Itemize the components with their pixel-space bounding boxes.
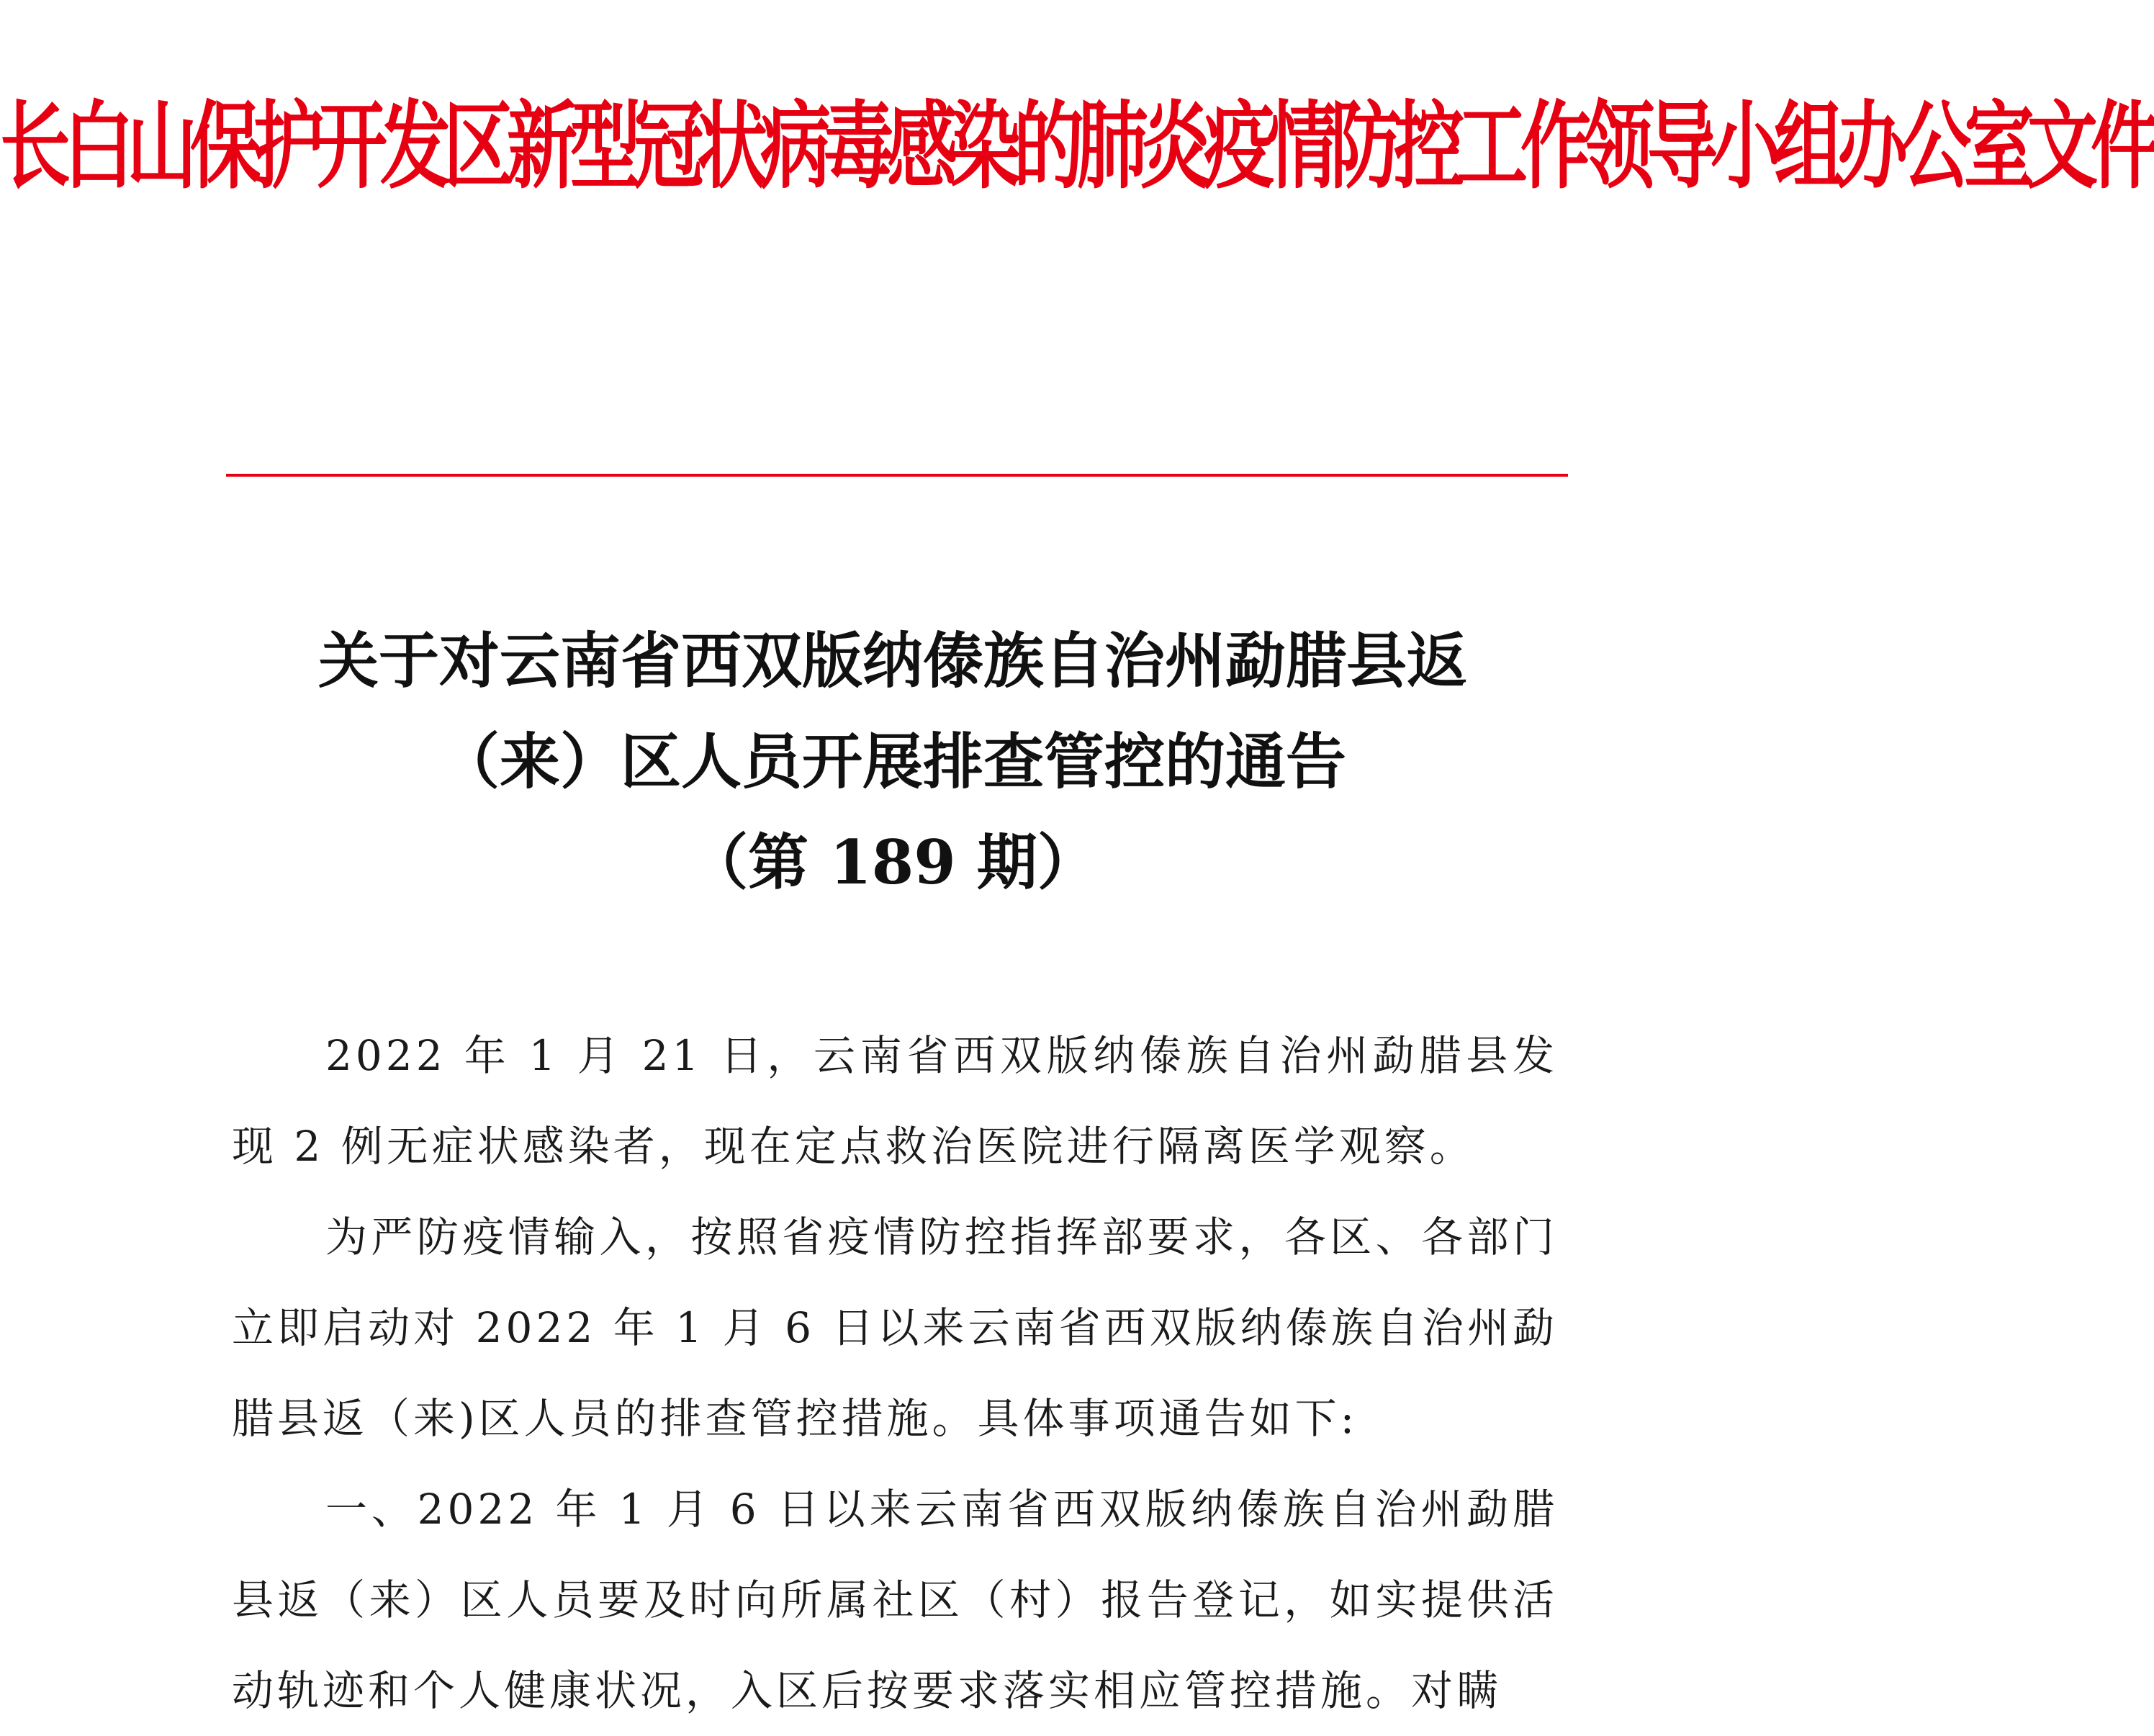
notice-title-line-1: 关于对云南省西双版纳傣族自治州勐腊县返 [317, 625, 1467, 696]
header-red-rule [226, 474, 1568, 477]
body-paragraph-2: 为严防疫情输入，按照省疫情防控指挥部要求，各区、各部门立即启动对 2022 年 1 月 6 日以来云南省西双版纳傣族自治州勐腊县返（来)区人员的排查管控措施。具体事项通告如下: [232, 1213, 1558, 1443]
document-header-title: 长白山保护开发区新型冠状病毒感染的肺炎疫情防控工作领导小组办公室文件 [0, 91, 2154, 203]
notice-body [232, 1010, 1558, 1736]
notice-title [0, 611, 1785, 913]
notice-issue-number: （第 189 期） [688, 827, 1098, 898]
body-paragraph-1: 2022 年 1 月 21 日，云南省西双版纳傣族自治州勐腊县发现 2 例无症状感染者，现在定点救治医院进行隔离医学观察。 [232, 1031, 1558, 1171]
body-paragraph-3: 一、2022 年 1 月 6 日以来云南省西双版纳傣族自治州勐腊县返（来）区人员要及时向所属社区（村）报告登记，如实提供活动轨迹和个人健康状况，入区后按要求落实相应管控措施。对瞒 [232, 1485, 1558, 1715]
notice-title-line-2: （来）区人员开展排查管控的通告 [438, 726, 1346, 797]
